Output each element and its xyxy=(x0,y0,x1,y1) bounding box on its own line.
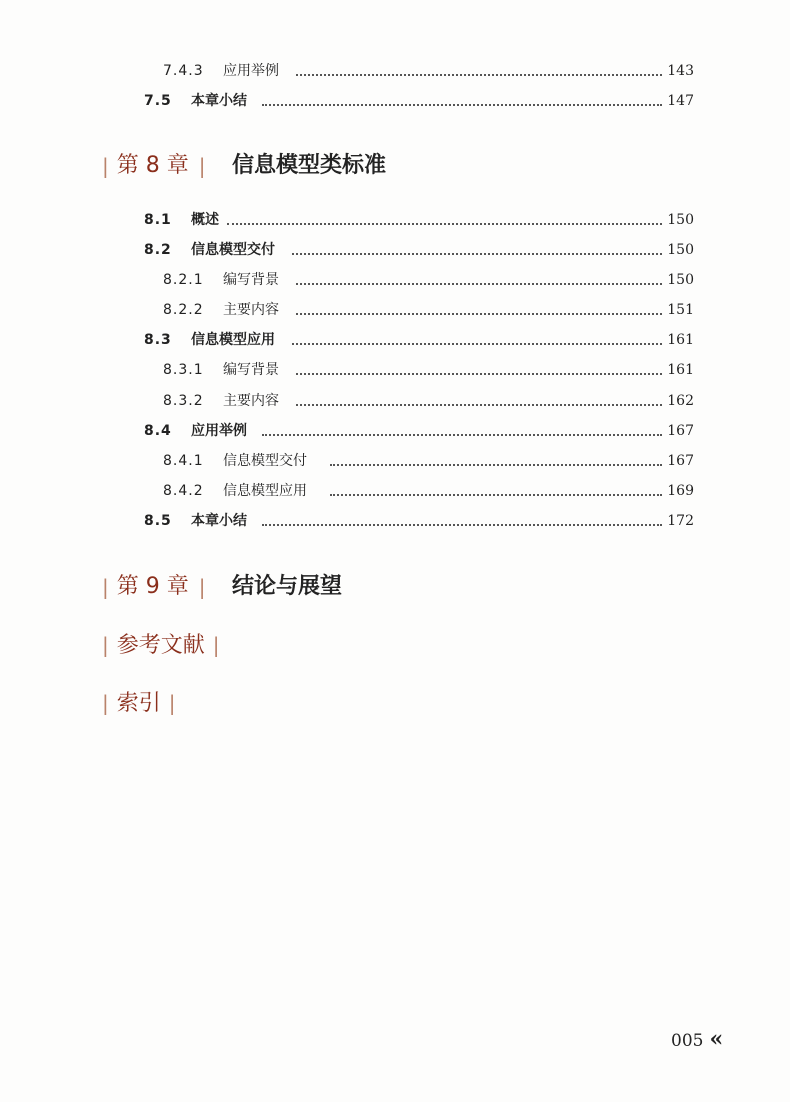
toc-entry-number: 8.4.2 xyxy=(163,483,204,499)
chapter-title: 结论与展望 xyxy=(232,574,343,599)
toc-entry[interactable] xyxy=(0,268,790,292)
toc-entry-page: 143 xyxy=(667,63,694,79)
chapter-title: 信息模型类标准 xyxy=(232,153,387,178)
heading-bar-left: | xyxy=(102,633,109,657)
toc-entry-title: 信息模型交付 xyxy=(223,453,307,469)
heading-bar-left: | xyxy=(102,575,109,599)
toc-entry-title: 主要内容 xyxy=(223,393,279,409)
heading-bar-right: | xyxy=(212,633,220,657)
leader-dots xyxy=(296,373,662,375)
toc-entry[interactable] xyxy=(0,238,790,262)
double-chevron-left-icon: « xyxy=(709,1026,724,1052)
toc-entry[interactable] xyxy=(0,89,790,113)
leader-dots xyxy=(296,313,662,315)
toc-entry[interactable] xyxy=(0,298,790,322)
toc-entry-page: 169 xyxy=(667,483,694,499)
toc-entry-number: 8.4.1 xyxy=(163,453,204,469)
toc-entry[interactable] xyxy=(0,479,790,503)
toc-entry-page: 151 xyxy=(667,302,694,318)
leader-dots xyxy=(262,434,662,436)
toc-entry-page: 172 xyxy=(667,513,694,529)
heading-bar-left: | xyxy=(102,691,109,715)
index-heading[interactable] xyxy=(102,686,176,720)
toc-entry-title: 应用举例 xyxy=(223,63,279,79)
toc-entry-number: 7.5 xyxy=(144,93,172,109)
references-label: 参考文献 xyxy=(116,633,205,658)
toc-entry-number: 8.3 xyxy=(144,332,172,348)
toc-entry-page: 167 xyxy=(667,423,694,439)
heading-bar-right: | xyxy=(198,575,206,599)
toc-entry-number: 8.2 xyxy=(144,242,172,258)
leader-dots xyxy=(296,404,662,406)
toc-entry-page: 150 xyxy=(667,272,694,288)
heading-bar-left: | xyxy=(102,154,109,178)
toc-entry-page: 162 xyxy=(667,393,694,409)
leader-dots xyxy=(296,283,662,285)
references-heading[interactable] xyxy=(102,628,220,662)
heading-bar-right: | xyxy=(168,691,176,715)
toc-entry-page: 150 xyxy=(667,242,694,258)
toc-entry-number: 8.2.1 xyxy=(163,272,204,288)
toc-entry-page: 150 xyxy=(667,212,694,228)
chapter-label: 第 9 章 xyxy=(116,574,189,599)
toc-entry-title: 概述 xyxy=(191,212,219,228)
toc-entry-title: 编写背景 xyxy=(223,272,279,288)
toc-entry-title: 本章小结 xyxy=(191,513,247,529)
leader-dots xyxy=(262,524,662,526)
toc-entry-title: 信息模型应用 xyxy=(223,483,307,499)
toc-entry-page: 161 xyxy=(667,332,694,348)
toc-entry[interactable] xyxy=(0,389,790,413)
toc-entry-number: 8.5 xyxy=(144,513,172,529)
leader-dots xyxy=(292,343,662,345)
page-number: 005 xyxy=(671,1031,704,1051)
toc-entry-title: 本章小结 xyxy=(191,93,247,109)
toc-entry-title: 应用举例 xyxy=(191,423,247,439)
heading-bar-right: | xyxy=(198,154,206,178)
toc-entry-number: 8.2.2 xyxy=(163,302,204,318)
leader-dots xyxy=(330,464,662,466)
toc-entry-title: 信息模型交付 xyxy=(191,242,275,258)
toc-entry-title: 信息模型应用 xyxy=(191,332,275,348)
toc-entry-page: 161 xyxy=(667,362,694,378)
toc-entry[interactable] xyxy=(0,419,790,443)
toc-entry-title: 主要内容 xyxy=(223,302,279,318)
toc-entry[interactable] xyxy=(0,449,790,473)
toc-entry-page: 147 xyxy=(667,93,694,109)
toc-entry-number: 8.1 xyxy=(144,212,172,228)
chapter-label: 第 8 章 xyxy=(116,153,189,178)
toc-entry-title: 编写背景 xyxy=(223,362,279,378)
leader-dots xyxy=(296,74,662,76)
index-label: 索引 xyxy=(116,691,161,716)
leader-dots xyxy=(262,104,662,106)
toc-entry[interactable] xyxy=(0,509,790,533)
toc-entry[interactable] xyxy=(0,208,790,232)
toc-entry[interactable] xyxy=(0,59,790,83)
page-folio xyxy=(671,1026,723,1052)
toc-entry[interactable] xyxy=(0,328,790,352)
toc-entry-number: 7.4.3 xyxy=(163,63,204,79)
leader-dots xyxy=(330,494,662,496)
chapter-heading[interactable] xyxy=(102,149,387,183)
toc-entry[interactable] xyxy=(0,358,790,382)
leader-dots xyxy=(292,253,662,255)
chapter-heading[interactable] xyxy=(102,570,343,604)
leader-dots xyxy=(227,223,662,225)
toc-entry-number: 8.4 xyxy=(144,423,172,439)
toc-entry-number: 8.3.2 xyxy=(163,393,204,409)
toc-entry-page: 167 xyxy=(667,453,694,469)
toc-entry-number: 8.3.1 xyxy=(163,362,204,378)
